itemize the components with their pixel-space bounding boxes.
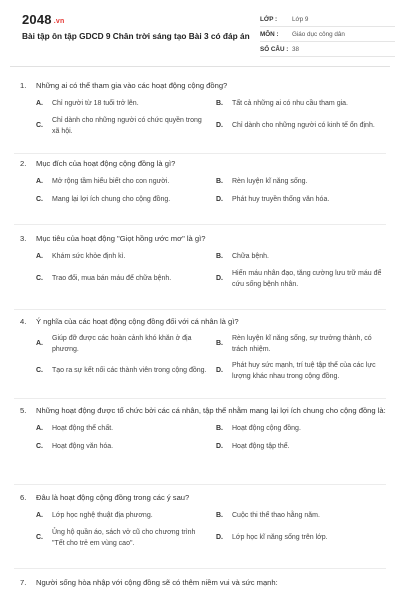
question-number: 5. [20, 406, 27, 415]
question-divider [14, 484, 386, 485]
option-d[interactable] [216, 361, 388, 382]
option-text: Tất cả những ai có nhu cầu tham gia. [232, 99, 348, 107]
question-3 [20, 233, 386, 290]
option-label: B. [216, 99, 223, 107]
option-label: C. [36, 275, 43, 283]
option-label: B. [216, 511, 223, 519]
option-label: C. [36, 534, 43, 542]
option-a[interactable] [36, 334, 208, 355]
option-label: A. [36, 99, 43, 107]
option-text: Hoạt động cộng đồng. [232, 424, 301, 432]
option-a[interactable] [36, 98, 208, 110]
logo-suffix: .vn [53, 18, 65, 25]
option-text: Ủng hộ quần áo, sách vở cũ cho chương trình "Tết cho trẻ em vùng cao". [52, 529, 196, 547]
option-label: D. [216, 442, 223, 450]
question-text: Mục tiêu của hoạt động "Giọt hồng ước mơ" là gì? [36, 234, 206, 243]
question-divider [14, 398, 386, 399]
option-label: B. [216, 424, 223, 432]
option-label: C. [36, 195, 43, 203]
option-label: D. [216, 122, 223, 130]
option-c[interactable] [36, 441, 208, 453]
meta-row-subject [260, 27, 395, 42]
meta-value: 38 [292, 45, 300, 53]
answer-options [20, 251, 386, 290]
option-text: Lớp học nghệ thuật địa phương. [52, 511, 153, 519]
question-5 [20, 405, 386, 453]
option-d[interactable] [216, 194, 388, 206]
option-label: D. [216, 534, 223, 542]
option-b[interactable] [216, 334, 388, 355]
option-label: A. [36, 177, 43, 185]
question-2 [20, 158, 386, 206]
option-label: A. [36, 252, 43, 260]
question-text: Những ai có thể tham gia vào các hoạt động cộng đồng? [36, 81, 228, 90]
option-d[interactable] [216, 269, 388, 290]
option-d[interactable] [216, 441, 388, 453]
meta-key: LỚP : [260, 15, 278, 23]
option-text: Hoạt động thể chất. [52, 424, 114, 432]
option-text: Phát huy sức mạnh, trí tuệ tập thể của các lực lượng khác nhau trong cộng đồng. [232, 362, 376, 380]
option-label: B. [216, 252, 223, 260]
question-divider [14, 153, 386, 154]
meta-key: MÔN : [260, 30, 279, 38]
question-text: Người sống hòa nhập với cộng đồng sẽ có thêm niềm vui và sức mạnh: [36, 578, 278, 587]
option-d[interactable] [216, 528, 388, 549]
option-text: Khám sức khỏe định kì. [52, 252, 126, 260]
question-number: 2. [20, 159, 27, 168]
option-text: Phát huy truyền thống văn hóa. [232, 195, 330, 203]
document-header [10, 0, 390, 67]
answer-options [20, 423, 386, 453]
option-a[interactable] [36, 176, 208, 188]
meta-row-grade [260, 12, 395, 27]
site-logo[interactable] [22, 12, 64, 27]
option-label: C. [36, 122, 43, 130]
question-text: Đâu là hoạt động cộng đồng trong các ý sau? [36, 493, 190, 502]
question-divider [14, 224, 386, 225]
option-text: Hoạt động văn hóa. [52, 442, 114, 450]
option-text: Chữa bệnh. [232, 252, 269, 260]
option-text: Mang lại lợi ích chung cho cộng đồng. [52, 195, 171, 203]
meta-key: SỐ CÂU : [260, 45, 289, 53]
option-a[interactable] [36, 251, 208, 263]
option-label: B. [216, 177, 223, 185]
option-text: Trao đổi, mua bán máu để chữa bệnh. [52, 275, 172, 283]
option-text: Mở rộng tầm hiểu biết cho con người. [52, 177, 170, 185]
option-label: C. [36, 442, 43, 450]
option-text: Giúp đỡ được các hoàn cảnh khó khăn ở địa phương. [52, 335, 192, 353]
question-number: 7. [20, 578, 27, 587]
question-7 [20, 577, 386, 588]
option-b[interactable] [216, 251, 388, 263]
document-meta [260, 12, 395, 57]
option-text: Chỉ dành cho những người có chức quyền trong xã hội. [52, 117, 202, 135]
option-label: C. [36, 367, 43, 375]
option-label: A. [36, 340, 43, 348]
question-number: 3. [20, 234, 27, 243]
question-6 [20, 492, 386, 549]
answer-options [20, 98, 386, 137]
option-c[interactable] [36, 116, 208, 137]
option-c[interactable] [36, 194, 208, 206]
option-b[interactable] [216, 423, 388, 435]
meta-value: Giáo dục công dân [292, 30, 345, 38]
meta-row-count [260, 42, 395, 57]
question-text: Những hoạt động được tổ chức bởi các cá nhân, tập thể nhằm mang lại lợi ích chung cho cộng đồng là: [36, 406, 386, 415]
question-number: 6. [20, 493, 27, 502]
option-text: Hoạt động tập thể. [232, 442, 290, 450]
option-d[interactable] [216, 116, 388, 137]
question-1 [20, 80, 386, 137]
option-text: Rèn luyện kĩ năng sống. [232, 177, 308, 185]
answer-options [20, 176, 386, 206]
option-label: D. [216, 275, 223, 283]
logo-text: 2048 [22, 12, 52, 27]
option-label: D. [216, 195, 223, 203]
option-c[interactable] [36, 361, 208, 382]
question-divider [14, 568, 386, 569]
answer-options [20, 334, 386, 382]
option-label: A. [36, 424, 43, 432]
question-number: 1. [20, 81, 27, 90]
question-text: Ý nghĩa của các hoạt động cộng đồng đối với cá nhân là gì? [36, 317, 239, 326]
question-text: Mục đích của hoạt động cộng đồng là gì? [36, 159, 176, 168]
meta-value: Lớp 9 [292, 15, 309, 23]
option-text: Chỉ người từ 18 tuổi trở lên. [52, 99, 139, 107]
answer-options [20, 510, 386, 549]
option-label: B. [216, 340, 223, 348]
option-label: A. [36, 511, 43, 519]
option-a[interactable] [36, 423, 208, 435]
option-b[interactable] [216, 510, 388, 522]
option-text: Hiến máu nhân đạo, tăng cường lưu trữ máu để cứu sống bệnh nhân. [232, 270, 382, 288]
option-c[interactable] [36, 269, 208, 290]
question-divider [14, 309, 386, 310]
option-b[interactable] [216, 176, 388, 188]
option-text: Chỉ dành cho những người có kinh tế ổn định. [232, 122, 375, 130]
option-label: D. [216, 367, 223, 375]
option-text: Rèn luyện kĩ năng sống, sự trưởng thành, có trách nhiệm. [232, 335, 372, 353]
question-4 [20, 316, 386, 382]
option-a[interactable] [36, 510, 208, 522]
question-number: 4. [20, 317, 27, 326]
document-title: Bài tập ôn tập GDCD 9 Chân trời sáng tạo Bài 3 có đáp án [22, 31, 250, 41]
option-text: Cuộc thi thể thao hằng năm. [232, 511, 320, 519]
option-text: Tạo ra sự kết nối các thành viên trong cộng đồng. [52, 367, 207, 375]
option-text: Lớp học kĩ năng sống trên lớp. [232, 534, 328, 542]
option-c[interactable] [36, 528, 208, 549]
option-b[interactable] [216, 98, 388, 110]
